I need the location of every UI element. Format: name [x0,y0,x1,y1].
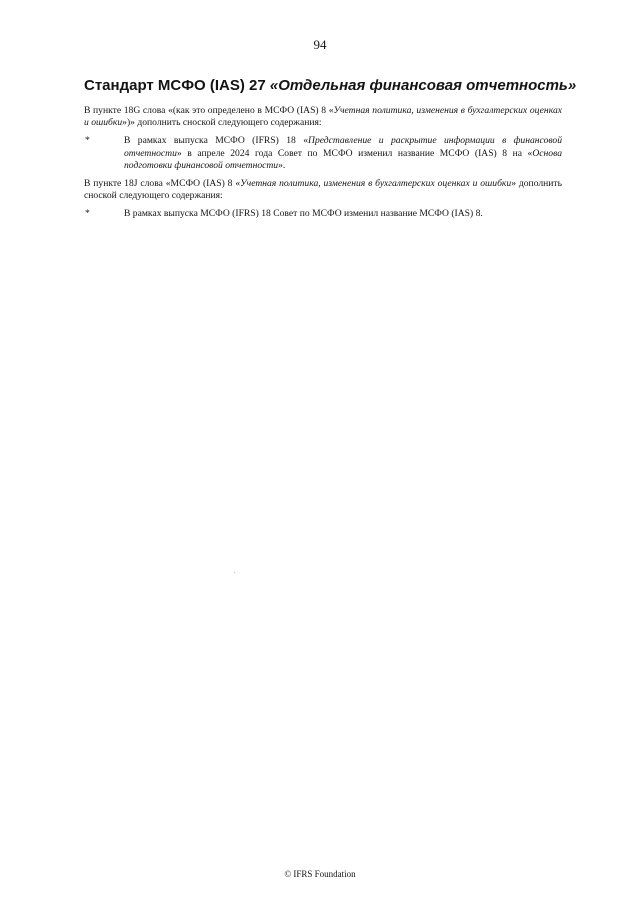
text-run: » в апреле 2024 года Совет по МСФО изменил название МСФО (IAS) 8 на « [176,147,533,159]
text-run: ». [278,159,286,171]
text-run: В рамках выпуска МСФО (IFRS) 18 « [124,135,309,147]
text-run: »)» дополнить сноской следующего содержания: [122,117,322,129]
text-run-italic: Представление и раскрытие информации в финансовой отчетности [124,135,562,159]
heading-prefix: Стандарт МСФО (IAS) 27 [84,77,270,94]
text-run: » дополнить сноской следующего содержания: [84,178,562,202]
text-run: В пункте 18J слова «МСФО (IAS) 8 « [84,178,241,190]
section-heading [84,77,584,94]
text-run: В пункте 18G слова «(как это определено в МСФО (IAS) 8 « [84,105,334,116]
amendment-paragraph-18g [84,105,562,129]
copyright-footer: © IFRS Foundation [284,869,356,879]
text-run: В рамках выпуска МСФО (IFRS) 18 Совет по МСФО изменил название МСФО (IAS) 8. [124,208,483,220]
page-number: 94 [313,37,327,52]
scan-speck [234,572,235,573]
footnote-18g [84,135,562,172]
footnote-text [124,208,562,220]
amendment-paragraph-18j [84,178,562,202]
footnote-marker: * [85,208,90,220]
heading-title: «Отдельная финансовая отчетность» [269,77,577,94]
footnote-marker: * [85,135,90,147]
footnote-18j [84,208,562,220]
text-run-italic: Основа подготовки финансовой отчетности [124,147,562,171]
footnote-text [124,135,562,172]
text-run-italic: Учетная политика, изменения в бухгалтерских оценках и ошибки [84,105,562,129]
text-run-italic: Учетная политика, изменения в бухгалтерских оценках и ошибки [240,178,512,190]
document-body [84,105,562,227]
